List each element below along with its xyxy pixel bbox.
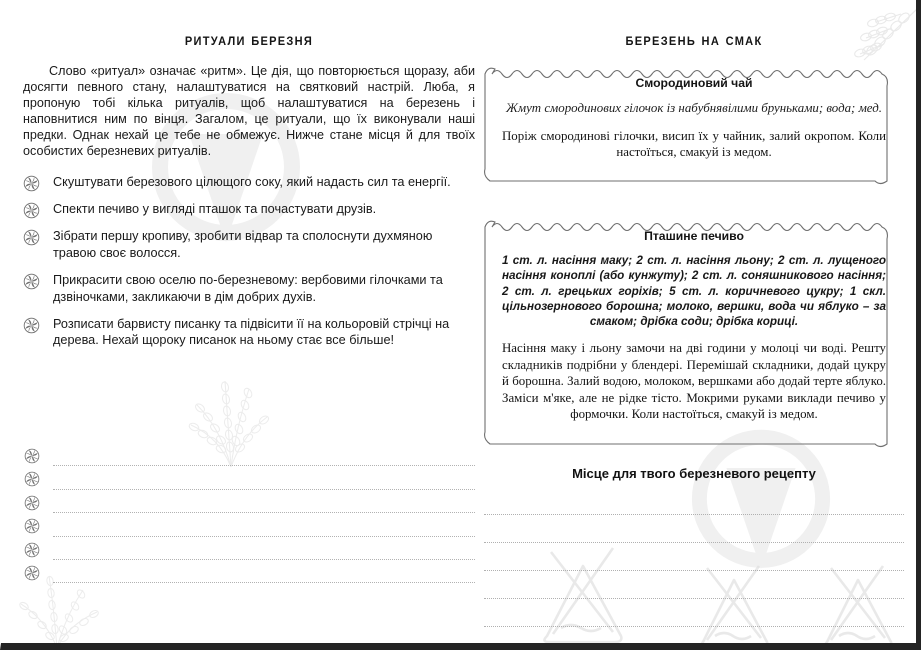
recipe-title: Пташине печиво — [644, 229, 744, 243]
recipe-card-cookies — [484, 217, 904, 456]
rosette-icon — [24, 471, 40, 487]
blank-line-row[interactable] — [484, 605, 904, 633]
rosette-icon — [23, 317, 40, 334]
blank-line-row[interactable] — [23, 517, 475, 540]
page-title-rituals: ритуали березня — [184, 31, 314, 49]
blank-line-row[interactable] — [484, 521, 904, 549]
list-item — [23, 272, 475, 305]
rosette-icon — [24, 565, 40, 581]
dotted-writing-line — [53, 559, 475, 560]
dotted-writing-line — [53, 465, 475, 466]
blank-line-row[interactable] — [23, 470, 475, 493]
dotted-writing-line — [484, 570, 904, 571]
blank-line-row[interactable] — [484, 549, 904, 577]
blank-line-row[interactable] — [23, 494, 475, 517]
list-item-text: Зібрати першу кропиву, зробити відвар та сполоснути духмяною травою своє волосся. — [53, 229, 433, 260]
list-item — [23, 228, 475, 261]
dotted-writing-line — [53, 512, 475, 513]
recipe-ingredients: Жмут смородинових гілочок із набубнявілими бруньками; вода; мед. — [506, 101, 882, 115]
right-column — [484, 0, 904, 481]
recipe-steps: Поріж смородинові гілочки, висип їх у чайник, залий окропом. Коли настоїться, смакуй із медом. — [502, 129, 886, 160]
dotted-writing-line — [53, 582, 475, 583]
ritual-list — [23, 174, 475, 349]
list-item-text: Прикрасити свою оселю по-березневому: вербовими гілочками та дзвіночками, закликаючи в дім добрих духів. — [53, 273, 443, 304]
dotted-writing-line — [53, 536, 475, 537]
dotted-writing-line — [484, 514, 904, 515]
list-item — [23, 201, 475, 217]
rosette-icon — [23, 229, 40, 246]
dotted-writing-line — [484, 598, 904, 599]
rosette-icon — [24, 542, 40, 558]
dotted-writing-line — [484, 626, 904, 627]
recipe-steps: Насіння маку і льону замочи на дві години у молоці чи воді. Решту складників подрібни у блендері. Перемішай складники, додай цукру й борошна. Залий водою, молоком, вершками або додай терте яблуко. Заміси м'яке, але не рідке тісто. Мокрими руками виклади печиво у формочки. Коли настоїться, смакуй із медом. — [502, 341, 886, 422]
rosette-icon — [23, 175, 40, 192]
left-column — [23, 0, 475, 360]
list-item-text: Розписати барвисту писанку та підвісити її на кольоровій стрічці на дерева. Нехай щороку писанок на ньому стає все більше! — [53, 317, 450, 348]
dotted-writing-line — [484, 542, 904, 543]
recipe-title: Смородиновий чай — [635, 76, 753, 90]
recipe-card-tea — [484, 64, 904, 193]
page-title-taste: березень на смак — [625, 31, 763, 49]
own-recipe-heading: Місце для твого березневого рецепту — [572, 466, 816, 481]
blank-line-row[interactable] — [23, 564, 475, 587]
blank-line-row[interactable] — [23, 447, 475, 470]
rosette-icon — [24, 448, 40, 464]
blank-line-row[interactable] — [484, 493, 904, 521]
blank-line-row[interactable] — [23, 541, 475, 564]
recipe-ingredients: 1 ст. л. насіння маку; 2 ст. л. насіння льону; 2 ст. л. лущеного насіння коноплі (або кунжуту); 2 ст. л. соняшникового насіння; 2 ст. л. грецьких горіхів; 5 ст. л. коричневого цукру; 1 скл. цільнозернового борошна; молоко, вершки, вода чи яблуко – за смаком; дрібка соди; дрібка кориці. — [502, 254, 886, 329]
blank-line-row[interactable] — [484, 577, 904, 605]
left-blank-lines — [23, 447, 475, 587]
dotted-writing-line — [53, 489, 475, 490]
rosette-icon — [23, 273, 40, 290]
list-item-text: Скуштувати березового цілющого соку, який надасть сил та енергії. — [53, 174, 451, 189]
list-item — [23, 316, 475, 349]
rosette-icon — [24, 495, 40, 511]
right-blank-lines — [484, 493, 904, 633]
list-item — [23, 174, 475, 190]
rosette-icon — [24, 518, 40, 534]
rosette-icon — [23, 202, 40, 219]
intro-paragraph: Слово «ритуал» означає «ритм». Це дія, що повторюється щоразу, аби досягти певного стану, налаштуватися на святковий настрій. Люба, я пропоную тобі кілька ритуалів, щоб налаштуватися на березень і наповнитися ним по вінця. Загалом, це ритуали, що їх виконували наші предки. Однак нехай це тебе не обмежує. Нижче стане місця й для твоїх особистих березневих ритуалів. — [23, 64, 475, 159]
list-item-text: Спекти печиво у вигляді пташок та почастувати друзів. — [53, 201, 377, 216]
